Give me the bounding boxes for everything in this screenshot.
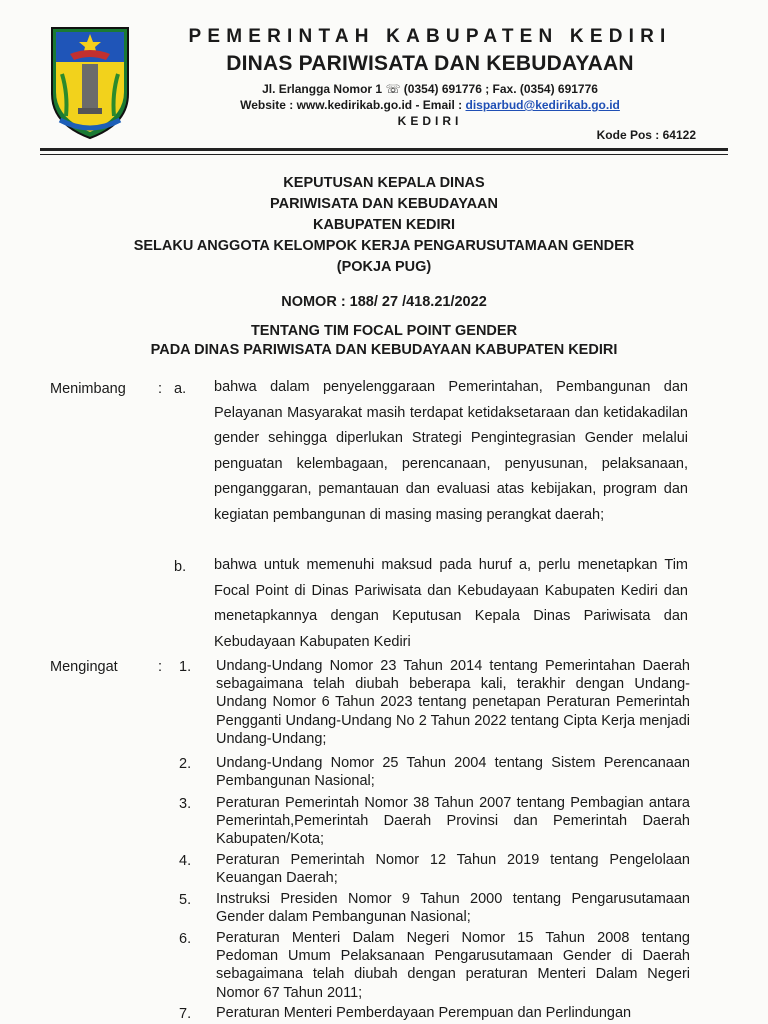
mengingat-item-3: Peraturan Pemerintah Nomor 38 Tahun 2007 tentang Pembagian antara Pemerintah,Pemerintah Daerah Provinsi dan Pemerintah Daerah Kabupaten/Kota; xyxy=(216,795,690,848)
letterhead-divider xyxy=(40,148,728,151)
menimbang-colon: : xyxy=(158,381,163,397)
mengingat-mark-2: 2. xyxy=(179,756,192,772)
mengingat-item-6: Peraturan Menteri Dalam Negeri Nomor 15 Tahun 2008 tentang Pedoman Umum Pelaksanaan Pengarusutamaan Gender di Daerah sebagaimana telah diubah dengan peraturan Menteri Dalam Negeri Nomor 67 Tahun 2011; xyxy=(216,930,690,1001)
menimbang-item-a: bahwa dalam penyelenggaraan Pemerintahan, Pembangunan dan Pelayanan Masyarakat masih terdapat ketidaksetaraan dan ketidakadilan gender sehingga diperlukan Strategi Pengintegrasian Gender melalui penguatan kelembagaan, perencanaan, penyusunan, pelaksanaan, penganggaran, pemantauan dan evaluasi atas kebijakan, program dan kegiatan pembangunan di masing masing perangkat daerah; xyxy=(214,379,688,523)
mengingat-item-1: Undang-Undang Nomor 23 Tahun 2014 tentang Pemerintahan Daerah sebagaimana telah diubah beberapa kali, terakhir dengan Undang-Undang Nomor 6 Tahun 2023 tentang penetapan Peraturan Pemerintah Pengganti Undang-Undang No 2 Tahun 2022 tentang Cipta Kerja menjadi Undang-Undang; xyxy=(216,658,690,747)
letterhead-agency: DINAS PARIWISATA DAN KEBUDAYAAN xyxy=(226,52,634,75)
title-line-1: KEPUTUSAN KEPALA DINAS xyxy=(283,175,485,191)
letterhead-government: PEMERINTAH KABUPATEN KEDIRI xyxy=(188,26,672,47)
mengingat-mark-7: 7. xyxy=(179,1006,192,1022)
mengingat-item-5: Instruksi Presiden Nomor 9 Tahun 2000 tentang Pengarusutamaan Gender dalam Pembangunan Nasional; xyxy=(216,891,690,926)
menimbang-mark-b: b. xyxy=(174,559,187,575)
postal-code: Kode Pos : 64122 xyxy=(596,128,696,142)
mengingat-label: Mengingat xyxy=(50,659,118,675)
kediri-regency-emblem-icon xyxy=(48,24,132,140)
subject-line-2: PADA DINAS PARIWISATA DAN KEBUDAYAAN KABUPATEN KEDIRI xyxy=(150,342,618,358)
menimbang-mark-a: a. xyxy=(174,381,187,397)
mengingat-mark-3: 3. xyxy=(179,796,192,812)
email-link[interactable]: disparbud@kedirikab.go.id xyxy=(465,98,620,112)
letterhead-contact xyxy=(150,98,710,112)
mengingat-mark-4: 4. xyxy=(179,853,192,869)
mengingat-colon: : xyxy=(158,659,163,675)
website-text: Website : www.kedirikab.go.id - Email : xyxy=(240,98,463,112)
mengingat-item-7: Peraturan Menteri Pemberdayaan Perempuan dan Perlindungan xyxy=(216,1005,632,1021)
phone-icon: ☏ xyxy=(385,82,401,96)
menimbang-label: Menimbang xyxy=(50,381,126,397)
decree-number: NOMOR : 188/ 27 /418.21/2022 xyxy=(281,294,487,310)
mengingat-item-2: Undang-Undang Nomor 25 Tahun 2004 tentang Sistem Perencanaan Pembangunan Nasional; xyxy=(216,755,690,790)
title-line-4: SELAKU ANGGOTA KELOMPOK KERJA PENGARUSUTAMAAN GENDER xyxy=(133,238,635,254)
title-line-3: KABUPATEN KEDIRI xyxy=(312,217,456,233)
subject-line-1: TENTANG TIM FOCAL POINT GENDER xyxy=(250,323,518,339)
letterhead-divider-thin xyxy=(40,154,728,155)
mengingat-mark-6: 6. xyxy=(179,931,192,947)
mengingat-mark-5: 5. xyxy=(179,892,192,908)
letterhead-city: KEDIRI xyxy=(397,114,463,128)
title-line-2: PARIWISATA DAN KEBUDAYAAN xyxy=(270,196,498,212)
mengingat-item-4: Peraturan Pemerintah Nomor 12 Tahun 2019 tentang Pengelolaan Keuangan Daerah; xyxy=(216,852,690,887)
menimbang-item-b: bahwa untuk memenuhi maksud pada huruf a, perlu menetapkan Tim Focal Point di Dinas Pariwisata dan Kebudayaan Kabupaten Kediri dan menetapkannya dengan Keputusan Kepala Dinas Pariwisata dan Kebudayaan Kabupaten Kediri xyxy=(214,557,688,650)
title-line-5: (POKJA PUG) xyxy=(336,259,432,275)
address-suffix: (0354) 691776 ; Fax. (0354) 691776 xyxy=(403,82,598,96)
letterhead-address xyxy=(150,82,710,96)
address-prefix: Jl. Erlangga Nomor 1 xyxy=(262,82,383,96)
mengingat-mark-1: 1. xyxy=(179,659,192,675)
